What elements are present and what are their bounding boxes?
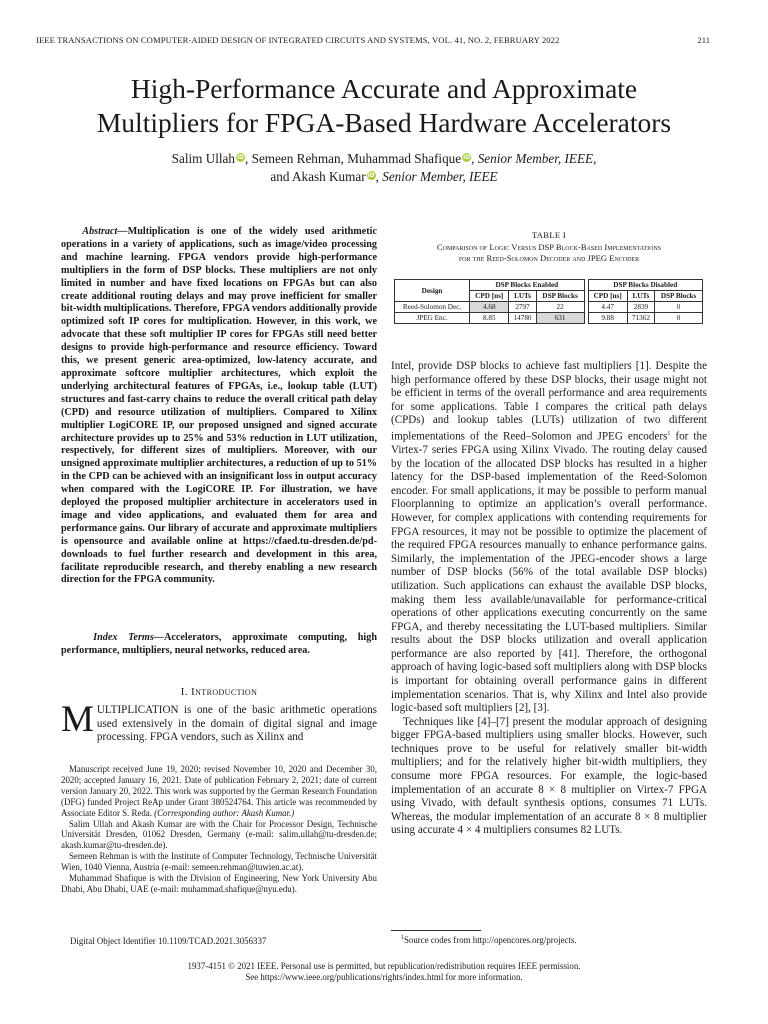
table-row	[395, 302, 703, 313]
table-cell: 14780	[509, 313, 536, 324]
footnote-marker[interactable]: 1	[667, 430, 671, 437]
table-cell: 8.85	[470, 313, 509, 324]
index-terms-label: Index Terms—	[93, 632, 164, 643]
body-paragraph: Intel, provide DSP blocks to achieve fast multipliers [1]. Despite the high performance offered by these DSP blocks, their usage might not be efficient in terms of the overall performance and area requirements for some applications. Table I compares the critical path delays (CPDs) and lookup tables (LUTs) utilization of two different implementations of the Reed–Solomon and JPEG encoders$^1$ for the Virtex-7 series FPGA using Xilinx Vivado. The routing delay caused by the location of the allocated DSP blocks has resulted in a higher latency for the DSP-based implementation of the Reed-Solomon encoder. For small applications, it may be possible to perform manual Floorplanning to optimize an application’s overall performance. However, for complex applications with contending requirements for FPGA resources, it may not be possible to optimize the placement of the required FPGA resources manually to enhance performance gains. Similarly, the implementation of the JPEG-encoder shows a large number of DSP blocks (56% of the total available DSP blocks) utilization. Such applications can exhaust the available DSP blocks, making them less available/unavailable for performance-critical operations of other applications executing concurrently on the same FPGA, and thereby necessitating the LUT-based multipliers. Similar results about the DSP blocks utilization and overall application performance are also reported by [41]. Therefore, the orthogonal approach of having logic-based soft multipliers along with DSP blocks is important for obtaining overall performance gains in different implementation scenarios. That is, why Xilinx and Intel also provide logic-based soft multipliers [2], [3].	[391, 360, 707, 715]
table-caption-line: for the Reed-Solomon Decoder and JPEG Encoder	[458, 253, 640, 263]
abstract-label: Abstract—	[82, 226, 128, 237]
intro-lead: ULTIPLICATION	[96, 704, 179, 716]
table-caption-line: Comparison of Logic Versus DSP Block-Based Implementations	[436, 241, 662, 252]
comparison-table	[394, 279, 703, 324]
title-line-1: High-Performance Accurate and Approximate	[130, 73, 638, 104]
rights-link[interactable]: See https://www.ieee.org/publications/rights/index.html for more information.	[245, 972, 523, 982]
table-cell: 631	[536, 313, 584, 324]
table-header-design: Design	[395, 280, 470, 302]
author-role: Senior Member, IEEE	[382, 169, 498, 184]
index-terms	[61, 632, 377, 658]
abstract	[61, 226, 377, 587]
author-line-2: and Akash Kumar iD, Senior Member, IEEE	[270, 169, 498, 184]
footnote-manuscript: Manuscript received June 19, 2020; revised November 10, 2020 and December 30, 2020; accepted January 16, 2021. Date of publication February 2, 2021; date of current version January 20, 2022. This work was supported by the German Research Foundation (DFG) funded Project ReAp under Grant 380524764. This article was recommended by Associate Editor S. Reda. (Corresponding author: Akash Kumar.)	[61, 764, 377, 818]
footnote-marker: 1	[401, 935, 404, 942]
table-cell: 4.68	[470, 302, 509, 313]
author-line-1: Salim Ullah iD, Semeen Rehman, Muhammad Shafique iD, Senior Member, IEEE,	[171, 151, 597, 166]
table-cell: 0	[655, 302, 703, 313]
table-cell: 71362	[627, 313, 654, 324]
table-cell: 22	[536, 302, 584, 313]
dropcap: M	[61, 699, 94, 740]
table-cell: 2839	[627, 302, 654, 313]
body-paragraph: Techniques like [4]–[7] present the modular approach of designing bigger FPGA-based multipliers using smaller blocks. However, such techniques prove to be useful for relatively smaller bit-width multipliers; and for the relatively higher bit-width multipliers, they consume more FPGA resources. For example, the logic-based implementation of an accurate 8 × 8 multiplier on Virtex-7 FPGA using Vivado, with default synthesis options, consumes 71 LUTs. Whereas, the modular implementation of an accurate 8 × 8 multiplier using accurate 4 × 4 multipliers consumes 82 LUTs.	[391, 715, 707, 837]
running-header: IEEE TRANSACTIONS ON COMPUTER-AIDED DESIGN OF INTEGRATED CIRCUITS AND SYSTEMS, VOL. 41, NO. 2, FEBRUARY 2022	[36, 35, 560, 45]
table-header-group: DSP Blocks Disabled	[588, 280, 702, 291]
author-name: Salim Ullah	[171, 151, 236, 166]
footnote-affiliation: Salim Ullah and Akash Kumar are with the Chair for Processor Design, Technische Universität Dresden, 01062 Dresden, Germany (e-mail: salim.ullah@tu-dresden.de; akash.kumar@tu-dresden.de).	[61, 818, 377, 851]
corresponding-author: (Corresponding author: Akash Kumar.)	[154, 807, 295, 818]
section-heading: I. Introduction	[180, 686, 258, 698]
footnote-right	[401, 935, 577, 945]
body-text-right	[391, 360, 707, 838]
orcid-icon[interactable]: iD	[463, 154, 471, 161]
intro-text: is one of the basic arithmetic operations used extensively in the domain of digital signal and image processing. FPGA vendors, such as Xilinx and	[96, 704, 377, 744]
table-row	[395, 313, 703, 324]
footnote-affiliation: Semeen Rehman is with the Institute of Computer Technology, Technische Universität Wien, 1040 Vienna, Austria (e-mail: semeen.rehman@tuwien.ac.at).	[61, 851, 377, 873]
table-cell: Reed-Solomon Dec.	[395, 302, 470, 313]
table-label: TABLE I	[531, 230, 567, 240]
table-header: LUTs	[627, 291, 654, 302]
footnote-text: Source codes from http://opencores.org/projects.	[404, 935, 577, 945]
table-cell: JPEG Enc.	[395, 313, 470, 324]
table-header: DSP Blocks	[536, 291, 584, 302]
orcid-icon[interactable]: iD	[236, 154, 245, 161]
abstract-text: Multiplication is one of the widely used arithmetic operations in a variety of applications, such as image/video processing and machine learning. FPGA vendors provide high-performance multipliers in the form of DSP blocks. These multipliers are not only limited in number and have fixed locations on FPGAs but can also create additional routing delays and may prove inefficient for smaller bit-width multiplications. Therefore, FPGA vendors additionally provide optimized soft IP cores for multiplication. However, in this work, we advocate that these soft multiplier IP cores for FPGAs still need better designs to provide high-performance and resource efficiency. Toward this, we present generic area-optimized, low-latency accurate, and approximate softcore multiplier architectures, which exploit the underlying architectural features of FPGAs, i.e., lookup table (LUT) structures and fast-carry chains to reduce the overall critical path delay (CPD) and resource utilization of multipliers. Compared to Xilinx multiplier LogiCORE IP, our proposed unsigned and signed accurate architecture provides up to 25% and 53% reduction in LUT utilization, respectively, for different sizes of multipliers. Moreover, with our unsigned approximate multiplier architectures, a reduction of up to 51% in the CPD can be achieved with an insignificant loss in output accuracy when compared with the LogiCORE IP. For illustration, we have deployed the proposed multiplier architecture in accelerators used in image and video applications, and evaluated them for area and performance gains. Our library of accurate and approximate multipliers is opensource and available online at https://cfaed.tu-dresden.de/pd-downloads to fuel further research and development in this area, facilitate reproducible research, and thereby enabling a new research direction for the FPGA community.	[61, 226, 377, 586]
footnote-rule	[391, 930, 481, 931]
paper-title	[0, 72, 768, 140]
table-cell: 0	[655, 313, 703, 324]
table-header: LUTs	[509, 291, 536, 302]
footnote-affiliation: Muhammad Shafique is with the Division of Engineering, New York University Abu Dhabi, Abu Dhabi, UAE (e-mail: muhammad.shafique@nyu.edu).	[61, 873, 377, 894]
table-header: CPD [ns]	[588, 291, 627, 302]
table-cell: 9.88	[588, 313, 627, 324]
index-terms-text: Accelerators, approximate computing, high performance, multipliers, neural networks, reduced area.	[61, 632, 377, 656]
author-name: Semeen Rehman	[251, 151, 341, 166]
author-list	[0, 150, 768, 186]
table-cell: 4.47	[588, 302, 627, 313]
table-header: CPD [ns]	[470, 291, 509, 302]
intro-paragraph	[61, 699, 377, 745]
doi[interactable]: Digital Object Identifier 10.1109/TCAD.2021.3056337	[70, 936, 267, 946]
copyright-notice: 1937-4151 © 2021 IEEE. Personal use is permitted, but republication/redistribution requires IEEE permission.	[187, 961, 581, 971]
table-caption	[391, 230, 707, 265]
author-connector: and	[270, 169, 290, 184]
author-name: Akash Kumar	[292, 169, 366, 184]
author-name: Muhammad Shafique	[347, 151, 462, 166]
table-cell: 2797	[509, 302, 536, 313]
orcid-icon[interactable]: iD	[367, 172, 375, 179]
page-number: 211	[697, 35, 710, 45]
table-header-group: DSP Blocks Enabled	[470, 280, 584, 291]
title-line-2: Multipliers for FPGA-Based Hardware Accelerators	[96, 107, 672, 138]
table-header: DSP Blocks	[655, 291, 703, 302]
footnotes-left	[61, 764, 377, 895]
author-role: Senior Member, IEEE	[477, 151, 594, 166]
